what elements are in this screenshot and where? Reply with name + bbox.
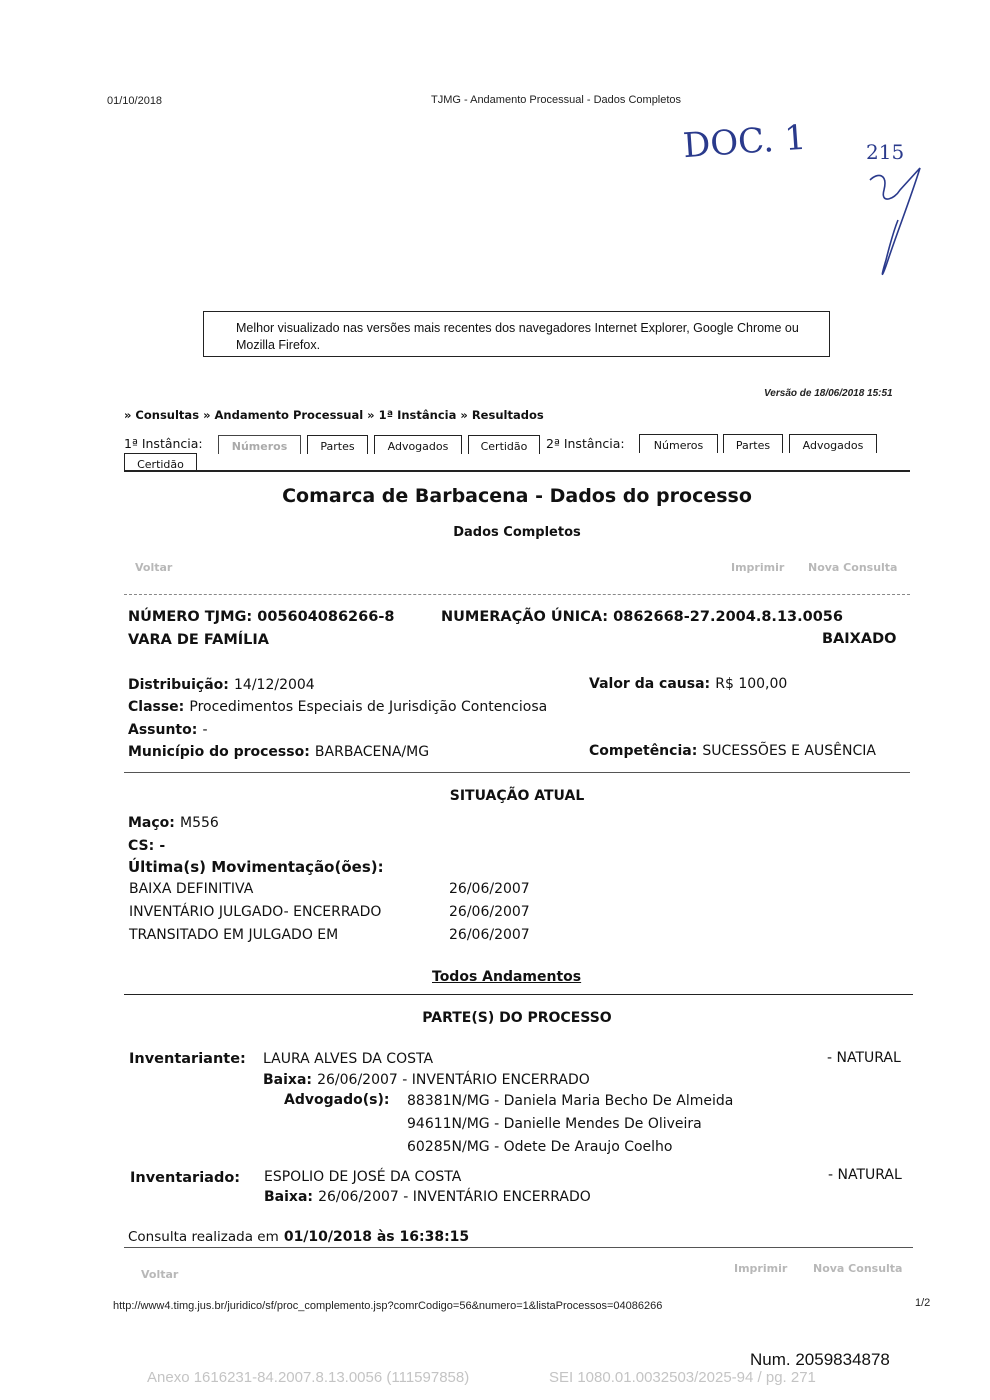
version-label: Versão de 18/06/2018 15:51 [764,388,893,399]
distribuicao-value: 14/12/2004 [234,677,315,693]
new-query-link[interactable]: Nova Consulta [808,561,898,574]
divider [124,994,913,995]
tab-2-partes[interactable]: Partes [723,434,783,453]
vara: VARA DE FAMÍLIA [128,632,270,648]
consulta-datetime: 01/10/2018 às 16:38:15 [283,1229,470,1245]
baixa-label: Baixa: [263,1072,312,1088]
print-title: TJMG - Andamento Processual - Dados Completos [431,94,682,106]
maco-row [128,812,219,831]
handwritten-doc-mark: DOC. 1 [681,117,808,167]
municipio-label: Município do processo: [128,744,310,760]
maco-label: Maço: [128,815,175,831]
new-query-link[interactable]: Nova Consulta [813,1262,903,1275]
movimentacao-desc: BAIXA DEFINITIVA [129,881,254,897]
partes-heading: PARTE(S) DO PROCESSO [422,1010,612,1026]
document-number: Num. 2059834878 [750,1350,890,1369]
distribuicao-row [128,674,315,693]
advogados-label: Advogado(s): [284,1092,390,1108]
cs-label: CS: [128,838,155,854]
breadcrumb-resultados[interactable]: » Resultados [460,408,544,422]
advogado-item: 94611N/MG - Danielle Mendes De Oliveira [407,1116,702,1132]
assunto-row [128,719,208,738]
numero-tjmg: NÚMERO TJMG: 005604086266-8 [128,609,395,625]
instancia2-label: 2ª Instância: [546,436,625,451]
tab-1-certidao[interactable]: Certidão [468,435,540,454]
tab-1-advogados[interactable]: Advogados [374,435,462,454]
parte-type: - NATURAL [827,1050,901,1066]
back-link[interactable]: Voltar [141,1268,179,1281]
baixa-value: 26/06/2007 - INVENTÁRIO ENCERRADO [317,1072,590,1088]
parte-name: LAURA ALVES DA COSTA [263,1051,434,1067]
anexo-stamp: Anexo 1616231-84.2007.8.13.0056 (111597858) [147,1369,470,1386]
municipio-value: BARBACENA/MG [314,744,430,760]
situacao-heading: SITUAÇÃO ATUAL [449,788,585,804]
assunto-value: - [202,722,208,738]
tab-1-numeros[interactable]: Números [218,435,301,454]
divider [124,772,910,773]
parte-baixa-row [264,1186,591,1205]
handwritten-page-mark: 215 [866,140,905,164]
valor-label: Valor da causa: [589,676,711,692]
divider [124,1247,913,1248]
movimentacao-desc: TRANSITADO EM JULGADO EM [129,927,339,943]
parte-baixa-row [263,1069,590,1088]
back-link[interactable]: Voltar [135,561,173,574]
handwritten-signature [860,160,930,285]
page-number: 1/2 [915,1297,931,1309]
valor-value: R$ 100,00 [715,676,788,692]
breadcrumb [124,408,544,422]
maco-value: M556 [180,815,219,831]
tab-2-numeros[interactable]: Números [639,434,718,453]
valor-row [589,673,787,692]
distribuicao-label: Distribuição: [128,677,229,693]
movimentacao-date: 26/06/2007 [449,881,530,897]
print-link[interactable]: Imprimir [734,1262,788,1275]
baixa-label: Baixa: [264,1189,313,1205]
municipio-row [128,741,429,760]
cs-row [128,835,165,854]
instancia1-label: 1ª Instância: [124,436,203,451]
classe-value: Procedimentos Especiais de Jurisdição Contenciosa [189,699,548,715]
advogado-item: 60285N/MG - Odete De Araujo Coelho [407,1139,673,1155]
todos-andamentos-link[interactable]: Todos Andamentos [432,969,582,985]
advogado-item: 88381N/MG - Daniela Maria Becho De Almeida [407,1093,734,1109]
classe-label: Classe: [128,699,185,715]
status-badge: BAIXADO [822,631,897,647]
page-url: http://www4.timg.jus.br/juridico/sf/proc_complemento.jsp?comrCodigo=56&numero=1&listaProcessos=04086266 [113,1300,663,1312]
numeracao-unica: NUMERAÇÃO ÚNICA: 0862668-27.2004.8.13.0056 [441,609,843,625]
movimentacao-date: 26/06/2007 [449,927,530,943]
parte-name: ESPOLIO DE JOSÉ DA COSTA [264,1169,462,1185]
competencia-value: SUCESSÕES E AUSÊNCIA [702,743,876,759]
breadcrumb-instancia[interactable]: » 1ª Instância [367,408,457,422]
movimentacao-date: 26/06/2007 [449,904,530,920]
browser-notice: Melhor visualizado nas versões mais recentes dos navegadores Internet Explorer, Google Chrome ou Mozilla Firefox. [203,311,830,357]
tab-2-advogados[interactable]: Advogados [789,434,877,453]
competencia-row [589,740,876,759]
consulta-row [128,1226,469,1245]
cs-value: - [159,838,166,854]
breadcrumb-andamento[interactable]: » Andamento Processual [203,408,364,422]
tab-1-partes[interactable]: Partes [307,435,368,454]
classe-row [128,696,547,715]
competencia-label: Competência: [589,743,698,759]
parte-role: Inventariante: [129,1051,246,1067]
tabs-divider [124,470,910,472]
movimentacao-desc: INVENTÁRIO JULGADO- ENCERRADO [129,904,382,920]
page-title: Comarca de Barbacena - Dados do processo [282,485,752,507]
parte-role: Inventariado: [130,1170,241,1186]
movimentacoes-label: Última(s) Movimentação(ões): [128,858,384,876]
sei-stamp: SEI 1080.01.0032503/2025-94 / pg. 271 [549,1369,816,1386]
print-date: 01/10/2018 [107,95,163,107]
assunto-label: Assunto: [128,722,198,738]
divider [124,594,910,595]
baixa-value: 26/06/2007 - INVENTÁRIO ENCERRADO [318,1189,591,1205]
page-subtitle: Dados Completos [453,525,581,540]
breadcrumb-consultas[interactable]: » Consultas [124,408,200,422]
parte-type: - NATURAL [828,1167,902,1183]
consulta-prefix: Consulta realizada em [128,1229,279,1245]
print-link[interactable]: Imprimir [731,561,785,574]
tab-2-certidao[interactable]: Certidão [124,453,197,472]
